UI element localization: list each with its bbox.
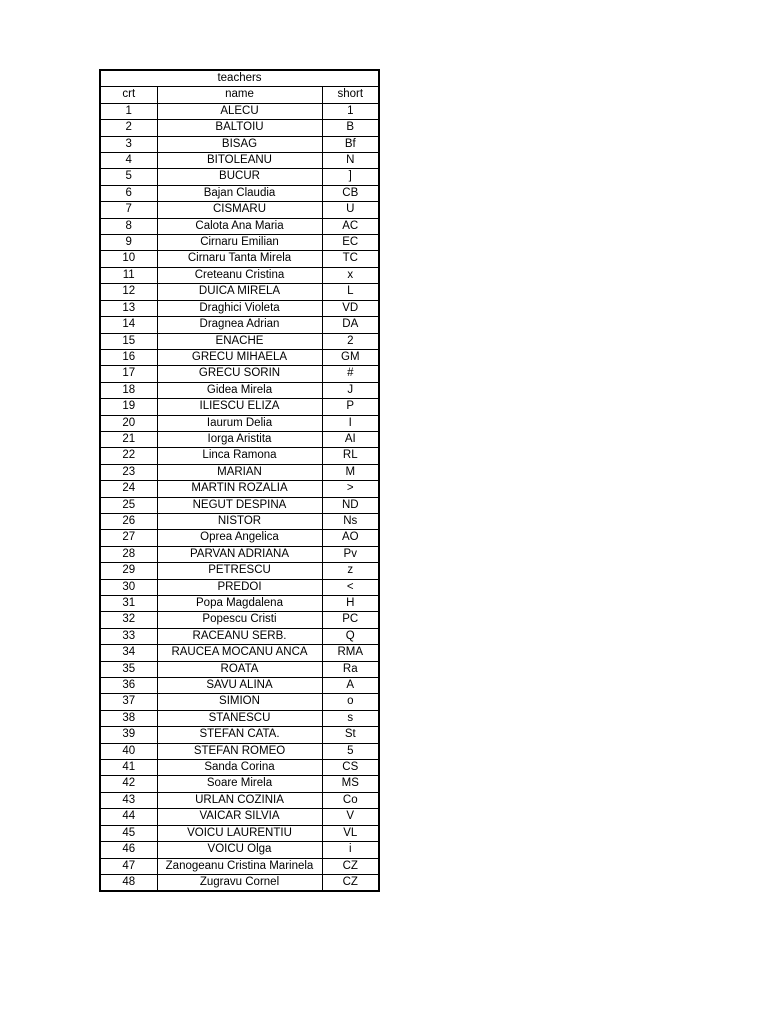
cell-short: # — [322, 366, 379, 382]
cell-crt: 9 — [100, 235, 157, 251]
cell-crt: 44 — [100, 809, 157, 825]
cell-crt: 27 — [100, 530, 157, 546]
table-body — [100, 70, 379, 891]
cell-name: Cirnaru Tanta Mirela — [157, 251, 322, 267]
cell-short: CZ — [322, 874, 379, 891]
cell-short: MS — [322, 776, 379, 792]
cell-name: Bajan Claudia — [157, 185, 322, 201]
cell-name: ROATA — [157, 661, 322, 677]
cell-short: VD — [322, 300, 379, 316]
cell-name: RACEANU SERB. — [157, 628, 322, 644]
cell-crt: 40 — [100, 743, 157, 759]
table-row — [100, 202, 379, 218]
cell-crt: 5 — [100, 169, 157, 185]
table-row — [100, 251, 379, 267]
table-row — [100, 103, 379, 119]
cell-crt: 20 — [100, 415, 157, 431]
cell-crt: 24 — [100, 481, 157, 497]
cell-name: ALECU — [157, 103, 322, 119]
table-row — [100, 284, 379, 300]
cell-name: PREDOI — [157, 579, 322, 595]
cell-name: MARIAN — [157, 464, 322, 480]
cell-name: Iaurum Delia — [157, 415, 322, 431]
cell-name: Soare Mirela — [157, 776, 322, 792]
cell-name: RAUCEA MOCANU ANCA — [157, 645, 322, 661]
header-name: name — [157, 87, 322, 103]
cell-name: Iorga Aristita — [157, 431, 322, 447]
cell-crt: 21 — [100, 431, 157, 447]
cell-short: EC — [322, 235, 379, 251]
cell-short: RL — [322, 448, 379, 464]
cell-short: N — [322, 153, 379, 169]
cell-name: MARTIN ROZALIA — [157, 481, 322, 497]
cell-short: 2 — [322, 333, 379, 349]
cell-short: A — [322, 678, 379, 694]
cell-crt: 34 — [100, 645, 157, 661]
cell-short: DA — [322, 317, 379, 333]
cell-name: VOICU Olga — [157, 842, 322, 858]
cell-name: NEGUT DESPINA — [157, 497, 322, 513]
table-row — [100, 727, 379, 743]
cell-short: PC — [322, 612, 379, 628]
cell-short: Ns — [322, 513, 379, 529]
cell-crt: 41 — [100, 760, 157, 776]
cell-short: z — [322, 563, 379, 579]
table-row — [100, 596, 379, 612]
cell-crt: 36 — [100, 678, 157, 694]
table-row — [100, 678, 379, 694]
table-row — [100, 267, 379, 283]
cell-crt: 19 — [100, 399, 157, 415]
cell-short: ] — [322, 169, 379, 185]
cell-name: PETRESCU — [157, 563, 322, 579]
table-row — [100, 530, 379, 546]
cell-name: Oprea Angelica — [157, 530, 322, 546]
cell-crt: 28 — [100, 546, 157, 562]
cell-crt: 15 — [100, 333, 157, 349]
cell-name: CISMARU — [157, 202, 322, 218]
cell-crt: 14 — [100, 317, 157, 333]
cell-crt: 33 — [100, 628, 157, 644]
table-row — [100, 792, 379, 808]
table-row — [100, 874, 379, 891]
cell-short: AO — [322, 530, 379, 546]
cell-name: GRECU SORIN — [157, 366, 322, 382]
cell-crt: 8 — [100, 218, 157, 234]
cell-short: i — [322, 842, 379, 858]
cell-crt: 47 — [100, 858, 157, 874]
table-row — [100, 710, 379, 726]
cell-name: ILIESCU ELIZA — [157, 399, 322, 415]
table-row — [100, 645, 379, 661]
cell-crt: 7 — [100, 202, 157, 218]
table-row — [100, 218, 379, 234]
cell-name: Popa Magdalena — [157, 596, 322, 612]
cell-name: GRECU MIHAELA — [157, 349, 322, 365]
table-row — [100, 546, 379, 562]
teachers-table — [99, 69, 380, 892]
table-row — [100, 661, 379, 677]
cell-short: U — [322, 202, 379, 218]
table-row — [100, 760, 379, 776]
cell-name: SIMION — [157, 694, 322, 710]
cell-crt: 13 — [100, 300, 157, 316]
cell-name: BALTOIU — [157, 120, 322, 136]
cell-crt: 37 — [100, 694, 157, 710]
cell-crt: 4 — [100, 153, 157, 169]
cell-crt: 31 — [100, 596, 157, 612]
cell-short: RMA — [322, 645, 379, 661]
cell-name: DUICA MIRELA — [157, 284, 322, 300]
cell-crt: 38 — [100, 710, 157, 726]
table-row — [100, 349, 379, 365]
table-row — [100, 497, 379, 513]
cell-crt: 26 — [100, 513, 157, 529]
cell-short: Pv — [322, 546, 379, 562]
cell-short: TC — [322, 251, 379, 267]
table-row — [100, 513, 379, 529]
cell-name: Cirnaru Emilian — [157, 235, 322, 251]
cell-crt: 32 — [100, 612, 157, 628]
cell-short: I — [322, 415, 379, 431]
cell-name: STEFAN ROMEO — [157, 743, 322, 759]
table-row — [100, 317, 379, 333]
table-row — [100, 858, 379, 874]
cell-name: STANESCU — [157, 710, 322, 726]
table-row — [100, 382, 379, 398]
cell-name: SAVU ALINA — [157, 678, 322, 694]
cell-name: STEFAN CATA. — [157, 727, 322, 743]
cell-name: Dragnea Adrian — [157, 317, 322, 333]
table-title: teachers — [100, 70, 379, 87]
table-row — [100, 743, 379, 759]
cell-crt: 35 — [100, 661, 157, 677]
cell-name: BUCUR — [157, 169, 322, 185]
table-row — [100, 120, 379, 136]
table-row — [100, 809, 379, 825]
table-row — [100, 399, 379, 415]
table-row — [100, 448, 379, 464]
table-row — [100, 300, 379, 316]
cell-short: o — [322, 694, 379, 710]
cell-crt: 16 — [100, 349, 157, 365]
cell-short: x — [322, 267, 379, 283]
cell-crt: 29 — [100, 563, 157, 579]
cell-short: GM — [322, 349, 379, 365]
table-row — [100, 694, 379, 710]
cell-name: BITOLEANU — [157, 153, 322, 169]
cell-short: L — [322, 284, 379, 300]
table-row — [100, 628, 379, 644]
header-short: short — [322, 87, 379, 103]
cell-crt: 1 — [100, 103, 157, 119]
cell-short: s — [322, 710, 379, 726]
cell-crt: 42 — [100, 776, 157, 792]
table-row — [100, 579, 379, 595]
cell-crt: 23 — [100, 464, 157, 480]
table-title-row — [100, 70, 379, 87]
cell-crt: 6 — [100, 185, 157, 201]
cell-crt: 10 — [100, 251, 157, 267]
cell-crt: 11 — [100, 267, 157, 283]
table-row — [100, 169, 379, 185]
table-row — [100, 825, 379, 841]
cell-crt: 3 — [100, 136, 157, 152]
cell-short: Q — [322, 628, 379, 644]
cell-name: Zugravu Cornel — [157, 874, 322, 891]
cell-short: 5 — [322, 743, 379, 759]
cell-name: PARVAN ADRIANA — [157, 546, 322, 562]
cell-short: ND — [322, 497, 379, 513]
cell-crt: 12 — [100, 284, 157, 300]
cell-short: V — [322, 809, 379, 825]
cell-name: URLAN COZINIA — [157, 792, 322, 808]
cell-short: < — [322, 579, 379, 595]
cell-short: CS — [322, 760, 379, 776]
cell-short: AI — [322, 431, 379, 447]
cell-short: J — [322, 382, 379, 398]
cell-crt: 2 — [100, 120, 157, 136]
header-crt: crt — [100, 87, 157, 103]
cell-short: 1 — [322, 103, 379, 119]
cell-crt: 45 — [100, 825, 157, 841]
cell-name: Creteanu Cristina — [157, 267, 322, 283]
cell-crt: 25 — [100, 497, 157, 513]
cell-crt: 43 — [100, 792, 157, 808]
table-row — [100, 464, 379, 480]
cell-short: AC — [322, 218, 379, 234]
table-row — [100, 563, 379, 579]
cell-name: ENACHE — [157, 333, 322, 349]
cell-short: > — [322, 481, 379, 497]
cell-short: H — [322, 596, 379, 612]
cell-name: Zanogeanu Cristina Marinela — [157, 858, 322, 874]
cell-short: CB — [322, 185, 379, 201]
cell-short: VL — [322, 825, 379, 841]
cell-short: CZ — [322, 858, 379, 874]
table-row — [100, 612, 379, 628]
cell-crt: 18 — [100, 382, 157, 398]
cell-short: Ra — [322, 661, 379, 677]
cell-crt: 39 — [100, 727, 157, 743]
cell-short: Co — [322, 792, 379, 808]
cell-short: P — [322, 399, 379, 415]
cell-short: M — [322, 464, 379, 480]
cell-name: NISTOR — [157, 513, 322, 529]
cell-crt: 46 — [100, 842, 157, 858]
cell-name: Sanda Corina — [157, 760, 322, 776]
table-row — [100, 366, 379, 382]
cell-name: VOICU LAURENTIU — [157, 825, 322, 841]
cell-name: BISAG — [157, 136, 322, 152]
cell-name: Popescu Cristi — [157, 612, 322, 628]
table-row — [100, 185, 379, 201]
cell-short: St — [322, 727, 379, 743]
cell-crt: 48 — [100, 874, 157, 891]
cell-short: Bf — [322, 136, 379, 152]
cell-name: Gidea Mirela — [157, 382, 322, 398]
table-row — [100, 333, 379, 349]
table-header-row — [100, 87, 379, 103]
cell-crt: 22 — [100, 448, 157, 464]
table-row — [100, 842, 379, 858]
table-row — [100, 481, 379, 497]
cell-name: Calota Ana Maria — [157, 218, 322, 234]
cell-name: VAICAR SILVIA — [157, 809, 322, 825]
cell-short: B — [322, 120, 379, 136]
table-row — [100, 153, 379, 169]
table-row — [100, 235, 379, 251]
table-row — [100, 776, 379, 792]
table-row — [100, 415, 379, 431]
table-row — [100, 431, 379, 447]
cell-name: Draghici Violeta — [157, 300, 322, 316]
cell-crt: 17 — [100, 366, 157, 382]
table-row — [100, 136, 379, 152]
cell-crt: 30 — [100, 579, 157, 595]
cell-name: Linca Ramona — [157, 448, 322, 464]
